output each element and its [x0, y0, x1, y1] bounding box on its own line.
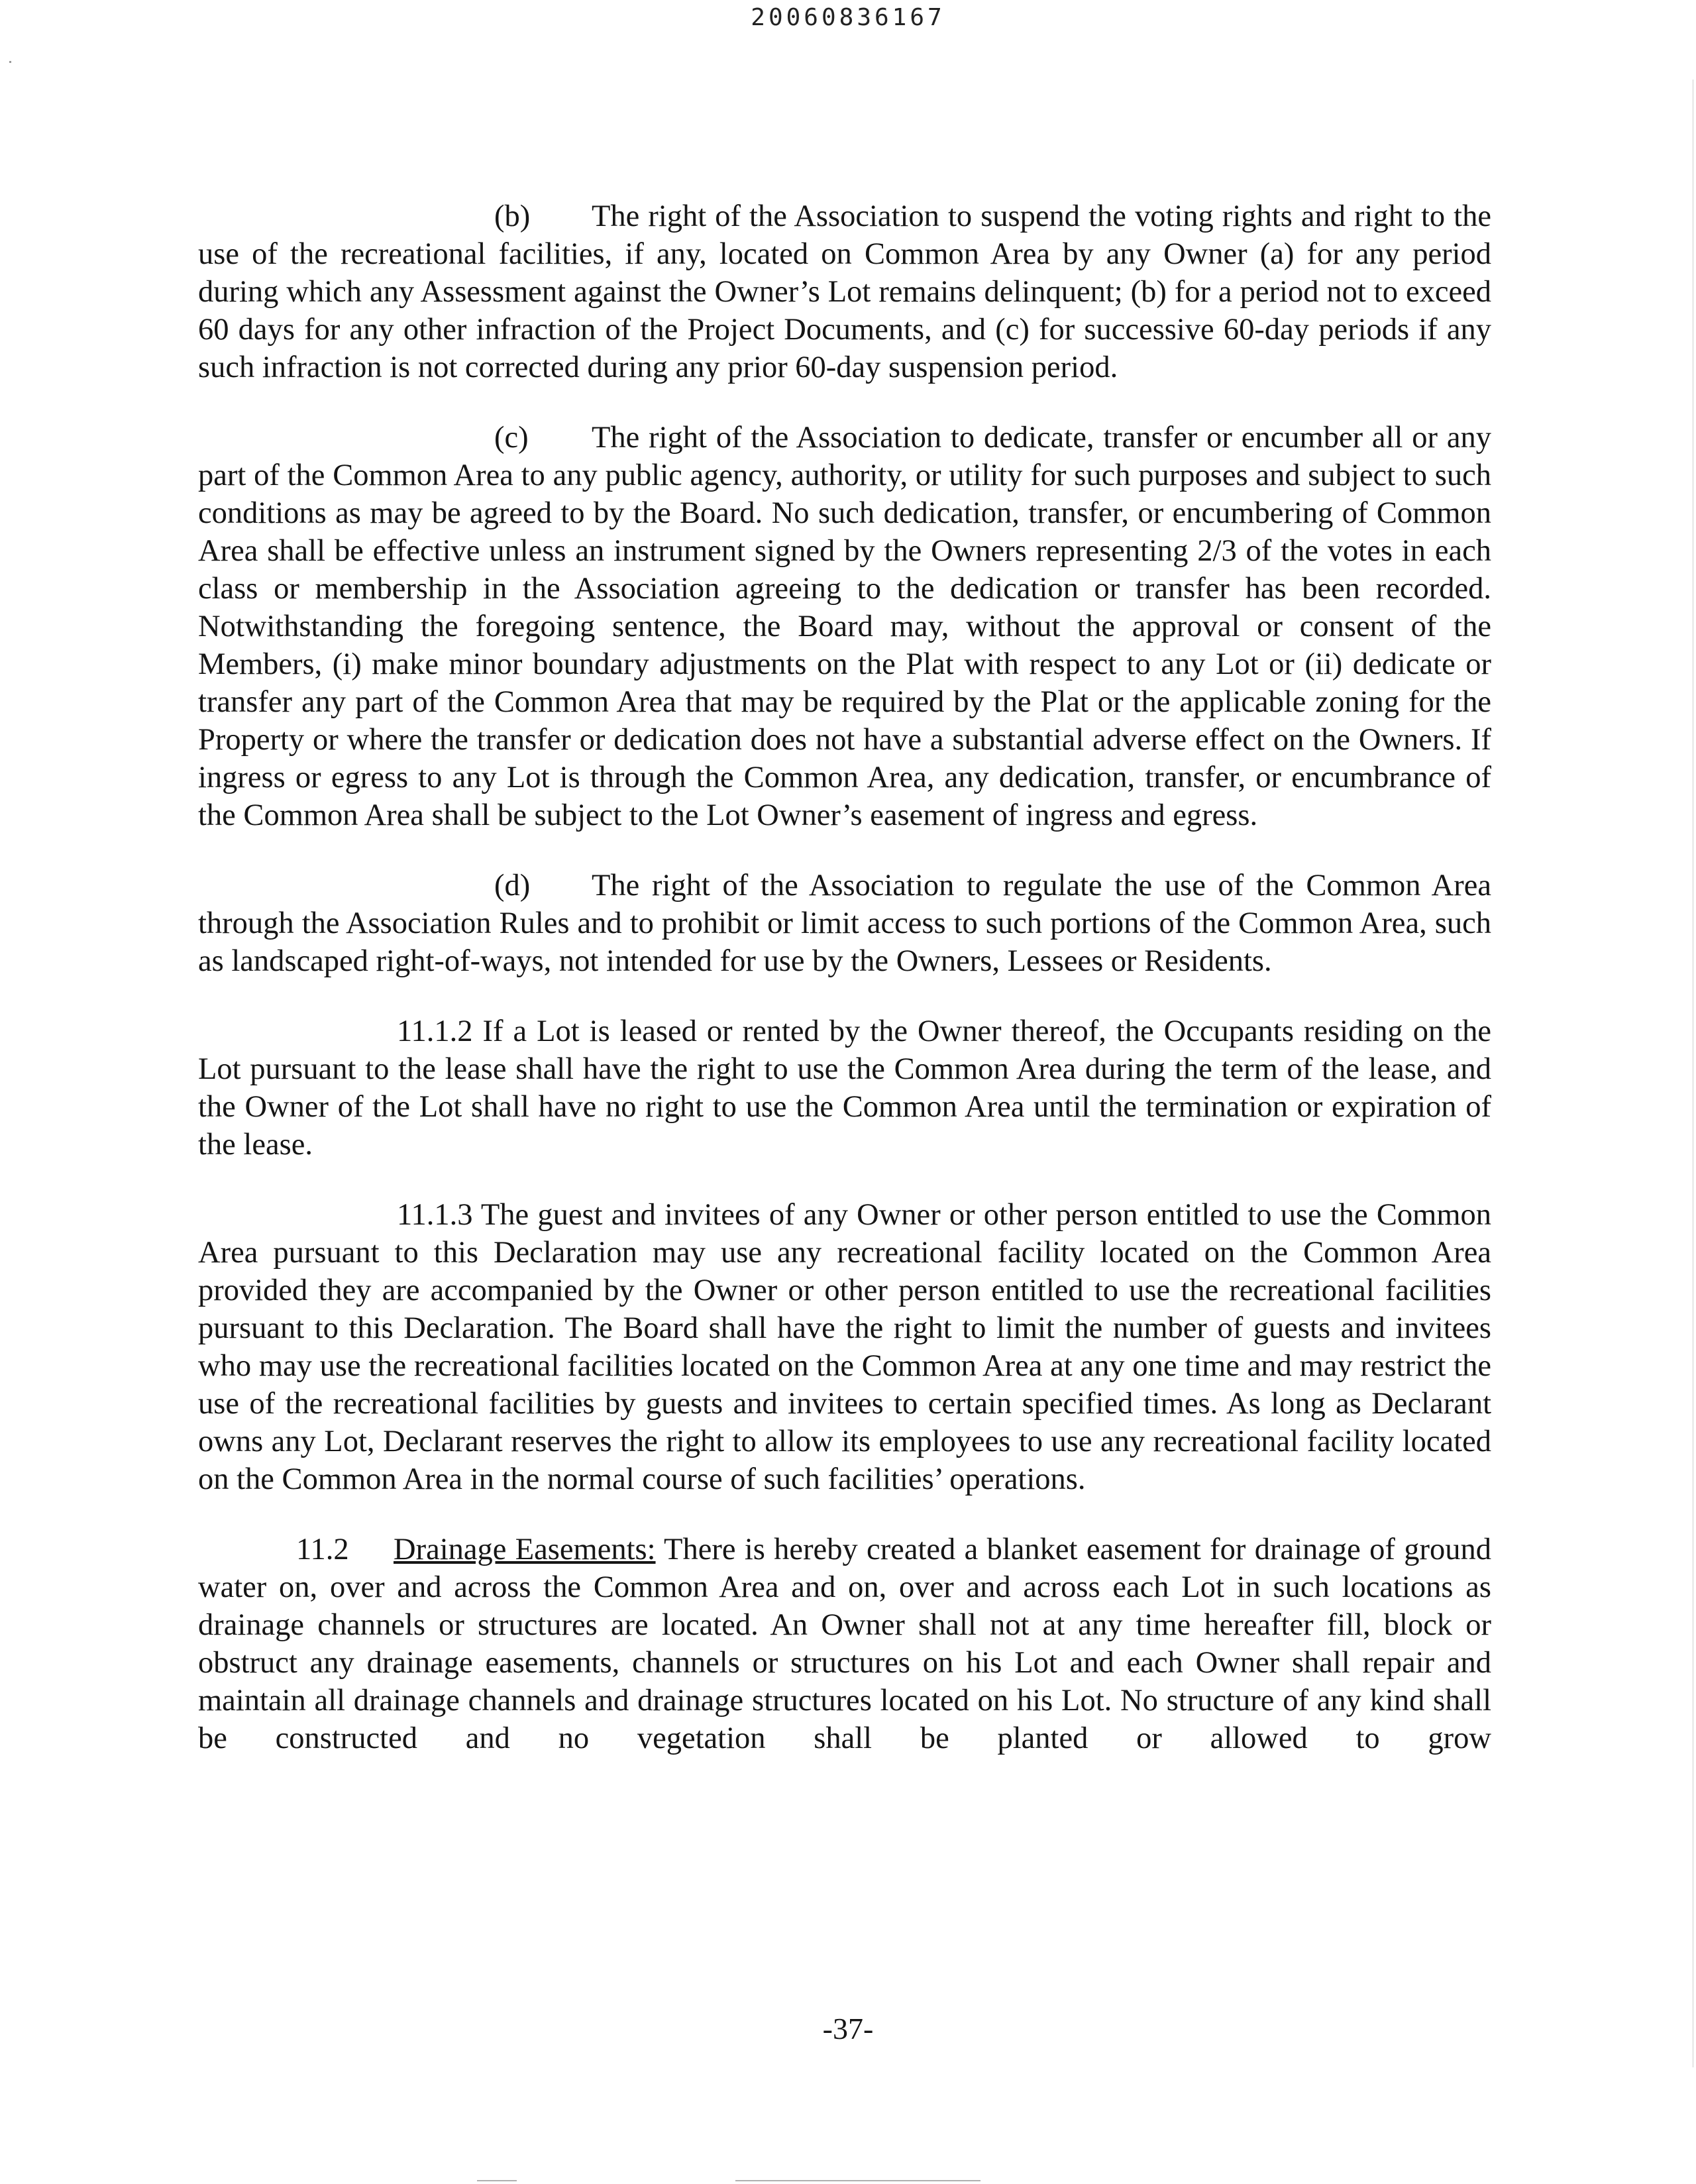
- section-number: 11.2: [296, 1533, 349, 1566]
- scan-speck: [9, 61, 11, 63]
- paragraph-label: 11.1.3: [397, 1198, 473, 1232]
- page-number: -37-: [822, 2012, 874, 2046]
- paragraph-11-2: [198, 1531, 1491, 1757]
- paragraph-label: (c): [494, 421, 529, 455]
- paragraph-11-1-2: [198, 1012, 1491, 1164]
- paragraph-text: The guest and invitees of any Owner or other person entitled to use the Common Area pursuant to this Declaration may use any recreational facility located on the Common Area provided they are accompanied by the Owner or other person entitled to use the recreational facilities pursuant to this Declaration. The Board shall have the right to limit the number of guests and invitees who may use the recreational facilities located on the Common Area at any one time and may restrict the use of the recreational facilities by guests and invitees to certain specified times. As long as Declarant owns any Lot, Declarant reserves the right to allow its employees to use any recreational facility located on the Common Area in the normal course of such facilities’ operations.: [198, 1198, 1491, 1496]
- document-body: [198, 197, 1491, 1757]
- paragraph-11-1-3: [198, 1196, 1491, 1498]
- paragraph-label: (b): [494, 199, 531, 233]
- document-number: 20060836167: [751, 4, 945, 31]
- paragraph-d: [198, 867, 1491, 980]
- paragraph-c: [198, 419, 1491, 834]
- paragraph-text: The right of the Association to suspend the voting rights and right to the use of the recreational facilities, if any, located on Common Area by any Owner (a) for any period during which any Assessment against the Owner’s Lot remains delinquent; (b) for a period not to exceed 60 days for any other infraction of the Project Documents, and (c) for successive 60-day periods if any such infraction is not corrected during any prior 60-day suspension period.: [198, 199, 1491, 384]
- paragraph-text: The right of the Association to dedicate, transfer or encumber all or any part of the Common Area to any public agency, authority, or utility for such purposes and subject to such conditions as may be agreed to by the Board. No such dedication, transfer, or encumbering of Common Area shall be effective unless an instrument signed by the Owners representing 2/3 of the votes in each class or membership in the Association agreeing to the dedication or transfer has been recorded. Notwithstanding the foregoing sentence, the Board may, without the approval or consent of the Members, (i) make minor boundary adjustments on the Plat with respect to any Lot or (ii) dedicate or transfer any part of the Common Area that may be required by the Plat or the applicable zoning for the Property or where the transfer or dedication does not have a substantial adverse effect on the Owners. If ingress or egress to any Lot is through the Common Area, any dedication, transfer, or encumbrance of the Common Area shall be subject to the Lot Owner’s easement of ingress and egress.: [198, 421, 1491, 832]
- paragraph-text: If a Lot is leased or rented by the Owner thereof, the Occupants residing on the Lot pursuant to the lease shall have the right to use the Common Area during the term of the lease, and the Owner of the Lot shall have no right to use the Common Area until the termination or expiration of the lease.: [198, 1014, 1492, 1162]
- paragraph-text: There is hereby created a blanket easement for drainage of ground water on, over and across the Common Area and on, over and across each Lot in such locations as drainage channels or structures are located. An Owner shall not at any time hereafter fill, block or obstruct any drainage easements, channels or structures on his Lot and each Owner shall repair and maintain all drainage channels and drainage structures located on his Lot. No structure of any kind shall be constructed and no vegetation shall be planted or allowed to grow: [198, 1533, 1491, 1755]
- section-heading: Drainage Easements:: [394, 1533, 656, 1566]
- paragraph-label: (d): [494, 869, 531, 902]
- paragraph-b: [198, 197, 1491, 386]
- paragraph-text: The right of the Association to regulate the use of the Common Area through the Association Rules and to prohibit or limit access to such portions of the Common Area, such as landscaped right-of-ways, not intended for use by the Owners, Lessees or Residents.: [198, 869, 1491, 978]
- scan-mark: [735, 2180, 980, 2181]
- paragraph-label: 11.1.2: [397, 1014, 473, 1048]
- scan-mark: [477, 2180, 517, 2181]
